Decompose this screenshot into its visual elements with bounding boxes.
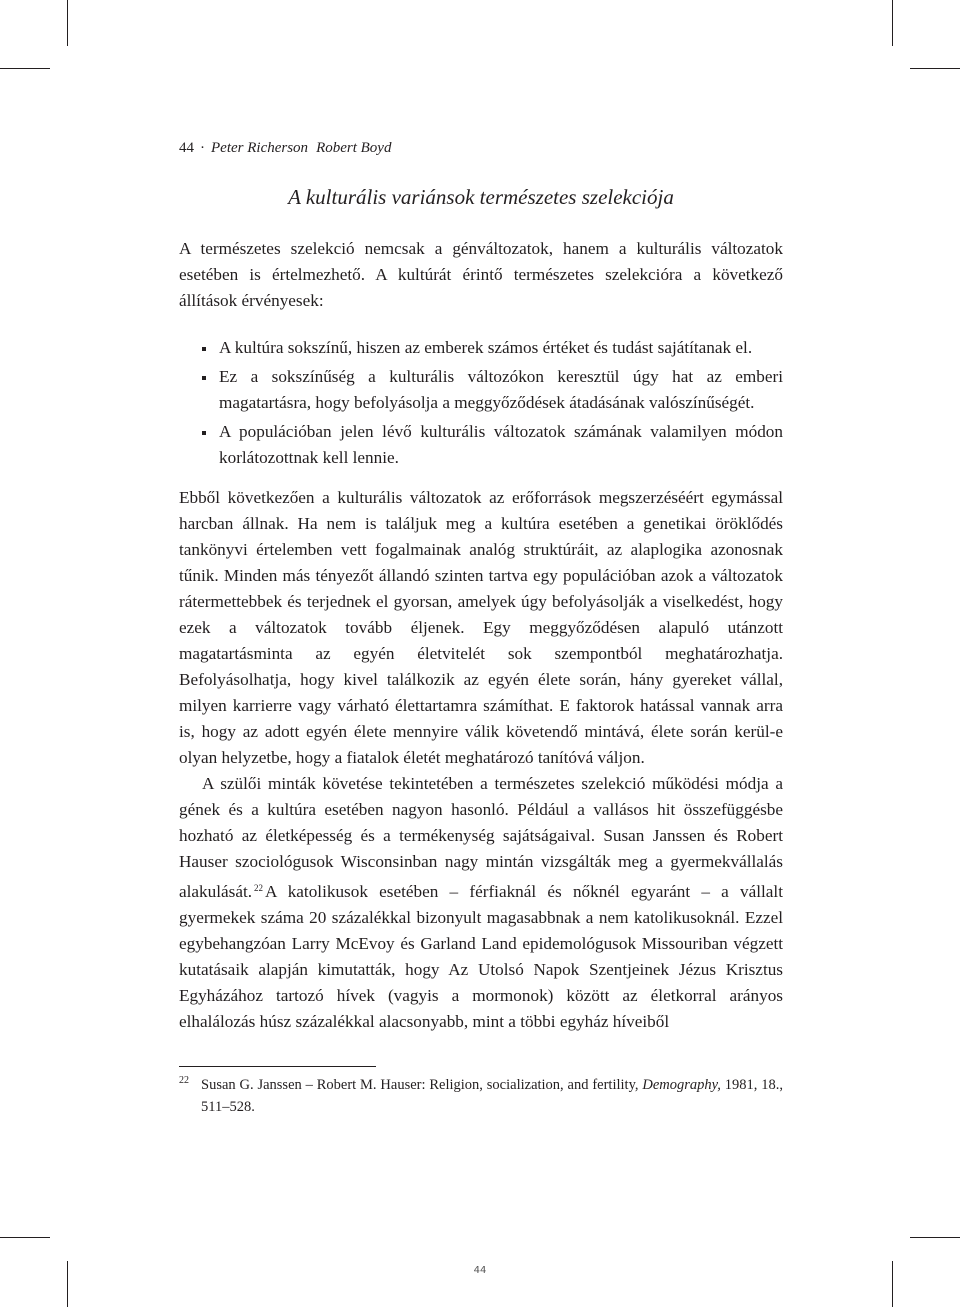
footnote — [179, 1074, 783, 1118]
header-page-number: 44 — [179, 140, 194, 156]
bullet-icon — [202, 376, 206, 380]
crop-mark — [0, 1237, 50, 1238]
footnote-text-after: 1981, 18., 511–528. — [201, 1077, 783, 1115]
footnote-text — [179, 1074, 783, 1118]
intro-text: A természetes szelekció nemcsak a génváltozatok, hanem a kulturális változatok esetében is értelmezhető. A kultúrát érintő természetes szelekcióra a következő állítások érvényesek: — [179, 239, 783, 310]
bullet-icon — [202, 347, 206, 351]
crop-mark — [892, 0, 893, 46]
list-item — [179, 335, 783, 361]
footnote-reference[interactable]: 22 — [254, 883, 264, 893]
footnote-number: 22 — [179, 1075, 189, 1086]
header-author-2: Robert Boyd — [316, 140, 392, 156]
running-header — [179, 140, 391, 157]
body-paragraph-1: Ebből következően a kulturális változatok az erőforrások megszerzéséért egymással harcban állnak. Ha nem is találjuk meg a kultúra esetében a genetikai öröklődés tankönyvi értelemben vett fogalmainak analóg struktúráit, az alaplogika azonosnak tűnik. Minden más tényezőt állandó szinten tartva egy populációban azok a változatok rátermettebbek és terjednek el gyorsan, amelyek úgy befolyásolják a viselkedést, hogy ezek a változatok tovább éljenek. Egy meggyőződésen alapuló utánzott magatartásminta az egyén életvitelét sok szempontból meghatározhatja. Befolyásolhatja, hogy kivel találkozik az egyén élete során, hány gyereket vállal, milyen karrierre vagy várható élettartamra számíthat. E faktorok hatással vannak arra is, hogy az adott egyén élete mennyire válik követendő mintává, élete során kerül-e olyan helyzetbe, hogy a fiatalok életét meghatározó tanítóvá váljon. — [179, 488, 783, 767]
list-item — [179, 364, 783, 416]
footnote-journal: Demography, — [642, 1077, 721, 1093]
intro-paragraph — [179, 236, 783, 314]
crop-mark — [910, 1237, 960, 1238]
footnote-text-before: Susan G. Janssen – Robert M. Hauser: Religion, socialization, and fertility, — [201, 1077, 639, 1093]
page-folio: 44 — [473, 1265, 487, 1276]
body-text — [179, 485, 783, 1035]
section-title: A kulturális variánsok természetes szelekciója — [288, 185, 674, 209]
crop-mark — [67, 0, 68, 46]
paragraph-2-text-after-note: A katolikusok esetében – férfiaknál és nőknél egyaránt – a vállalt gyermekek száma 20 százalékkal bizonyult magasabbnak a nem katolikusoknál. Ezzel egybehangzóan Larry McEvoy és Garland Land epidemológusok Missouriban végzett kutatásaik alapján kimutatták, hogy Az Utolsó Napok Szentjeinek Jézus Krisztus Egyházához tartozó hívek (vagyis a mormonok) között az életkorral arányos elhalálozás húsz százalékkal alacsonyabb, mint a többi egyház híveiből — [179, 882, 783, 1031]
footnote-rule — [179, 1066, 376, 1067]
crop-mark — [0, 68, 50, 69]
crop-mark — [910, 68, 960, 69]
header-author-1: Peter Richerson — [211, 140, 309, 156]
list-item — [179, 419, 783, 471]
list-item-text: A populációban jelen lévő kulturális változatok számának valamilyen módon korlátozottnak kell lennie. — [219, 422, 783, 467]
header-separator: · — [200, 140, 205, 156]
list-item-text: Ez a sokszínűség a kulturális változókon keresztül úgy hat az emberi magatartásra, hogy befolyásolja a meggyőződések átadásának valószínűségét. — [219, 367, 783, 412]
list-item-text: A kultúra sokszínű, hiszen az emberek számos értéket és tudást sajátítanak el. — [219, 338, 753, 357]
bullet-list — [179, 335, 783, 474]
bullet-icon — [202, 431, 206, 435]
paragraph-2-text-before-note: A szülői minták követése tekintetében a természetes szelekció működési módja a gének és a kultúra esetében nagyon hasonló. Például a vallásos hit összefüggésbe hozható az életképesség és a termékenység sajátságaival. Susan Janssen és Robert Hauser szociológusok Wisconsinban nagy mintán vizsgálták meg a gyermekvállalás alakulását. — [179, 774, 783, 901]
body-paragraph-2 — [179, 771, 783, 1035]
